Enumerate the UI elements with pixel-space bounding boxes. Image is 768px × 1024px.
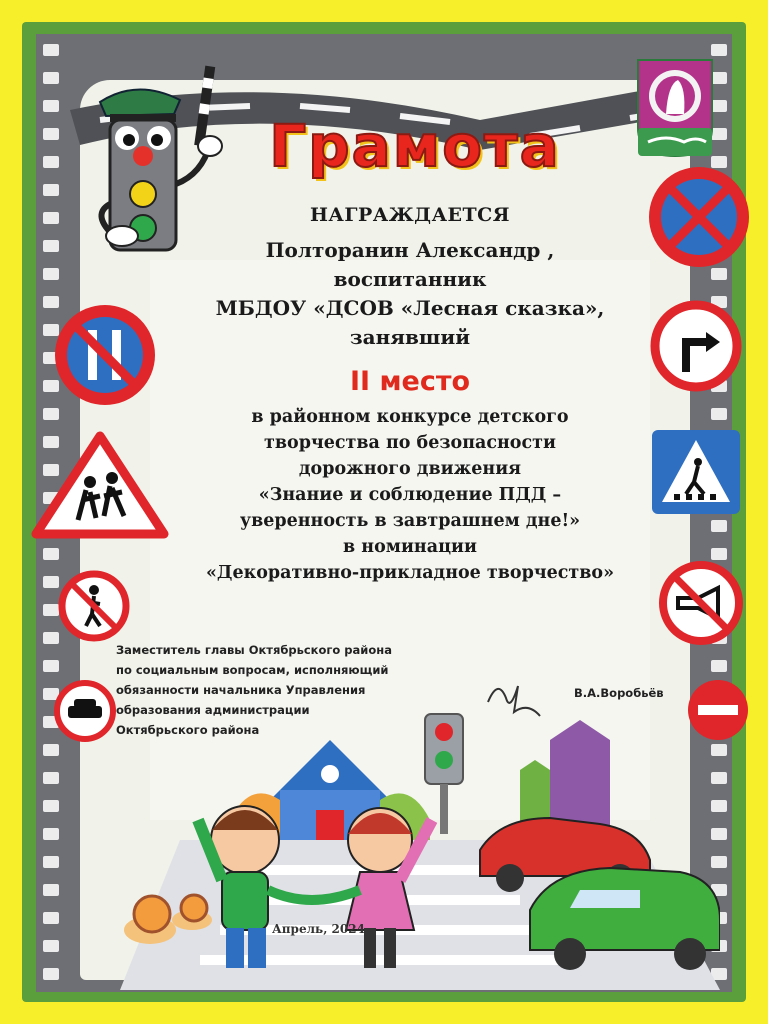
street-illustration — [80, 700, 720, 990]
film-hole — [43, 576, 59, 588]
film-hole — [43, 800, 59, 812]
description-line: творчества по безопасности — [264, 433, 556, 453]
film-hole — [43, 548, 59, 560]
film-hole — [43, 44, 59, 56]
film-hole — [43, 940, 59, 952]
film-hole — [43, 660, 59, 672]
signatory-line: образования администрации — [116, 703, 310, 717]
film-hole — [711, 548, 727, 560]
film-hole — [43, 128, 59, 140]
no-right-turn-sign-icon — [650, 300, 742, 392]
film-hole — [43, 828, 59, 840]
awarded-label: НАГРАЖДАЕТСЯ — [309, 204, 511, 226]
recipient-line: воспитанник — [333, 267, 487, 291]
place-label: II место — [349, 366, 471, 397]
signatory-line: Заместитель главы Октябрьского района — [116, 643, 392, 657]
description-line: дорожного движения — [298, 459, 522, 479]
description-line: «Декоративно-прикладное творчество» — [205, 563, 615, 583]
film-hole — [43, 604, 59, 616]
film-hole — [43, 744, 59, 756]
film-hole — [711, 520, 727, 532]
film-hole — [43, 240, 59, 252]
coat-of-arms-icon — [636, 58, 714, 158]
description-block — [150, 404, 670, 586]
description-line: в районном конкурсе детского — [251, 407, 569, 427]
signatory-name: В.А.Воробьёв — [574, 686, 664, 700]
film-hole — [43, 772, 59, 784]
film-hole — [43, 632, 59, 644]
signatory-line: обязанности начальника Управления — [116, 683, 366, 697]
pedestrian-crossing-sign-icon — [650, 428, 742, 516]
certificate-title: Грамота — [269, 112, 561, 180]
film-hole — [43, 156, 59, 168]
description-line: «Знание и соблюдение ПДД – — [258, 485, 562, 505]
signatory-line: по социальным вопросам, исполняющий — [116, 663, 389, 677]
film-hole — [711, 660, 727, 672]
traffic-light-mascot-icon — [82, 64, 232, 264]
signatory-line: Октябрьского района — [116, 723, 260, 737]
film-hole — [43, 100, 59, 112]
recipient-line: МБДОУ «ДСОВ «Лесная сказка», — [215, 296, 605, 320]
no-pedestrians-sign-icon — [58, 570, 130, 642]
film-hole — [43, 856, 59, 868]
recipient-block — [150, 236, 670, 352]
description-line: уверенность в завтрашнем дне!» — [239, 511, 581, 531]
description-line: в номинации — [343, 537, 477, 557]
no-parking-sign-icon — [50, 300, 160, 410]
film-hole — [43, 968, 59, 980]
recipient-line: занявший — [349, 325, 471, 349]
film-hole — [43, 184, 59, 196]
recipient-line: Полторанин Александр , — [265, 238, 555, 262]
certificate-date: Апрель, 2024 — [272, 922, 365, 936]
no-stopping-sign-icon — [644, 162, 754, 272]
traffic-light-icon — [425, 714, 463, 834]
film-hole — [43, 268, 59, 280]
children-crossing-sign-icon — [30, 430, 170, 540]
film-hole — [43, 72, 59, 84]
film-hole — [43, 212, 59, 224]
film-hole — [43, 912, 59, 924]
no-horn-sign-icon — [658, 560, 744, 646]
film-hole — [43, 884, 59, 896]
film-hole — [711, 408, 727, 420]
